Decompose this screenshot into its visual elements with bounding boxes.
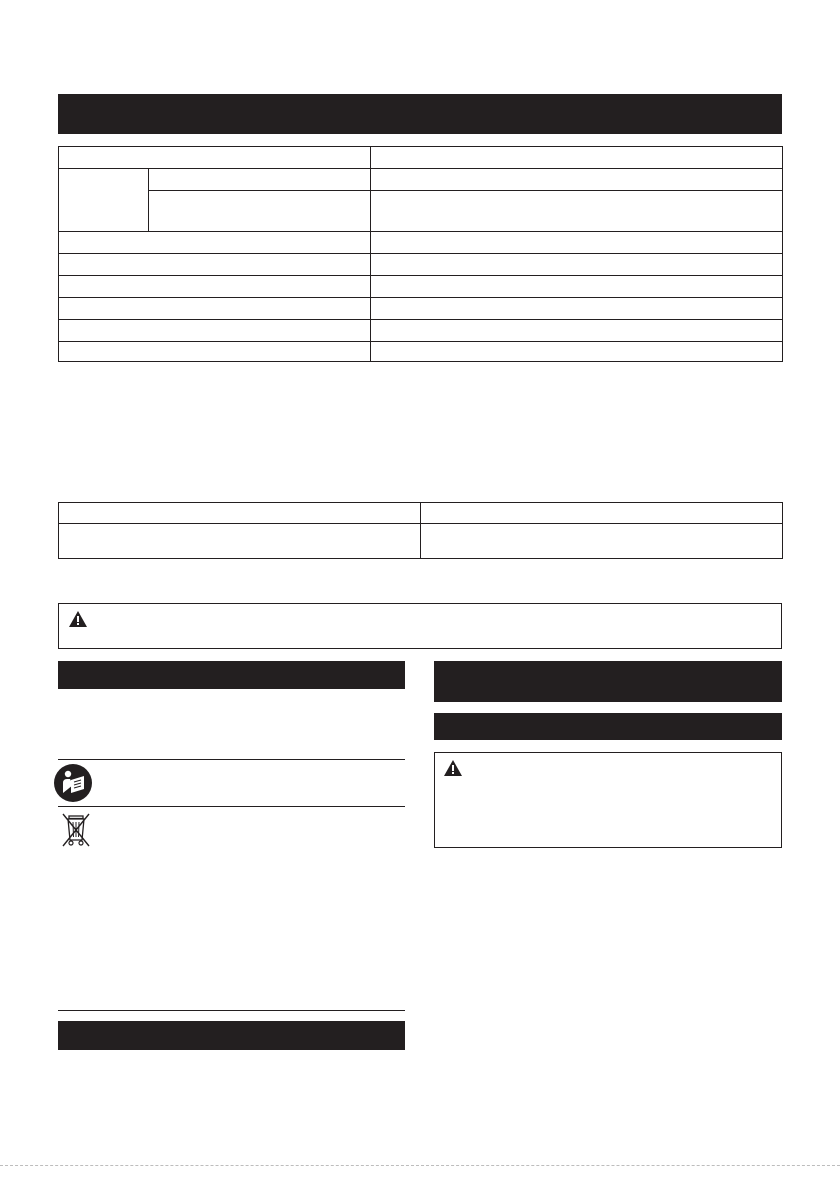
spec-cell	[371, 147, 783, 169]
battery-header-row	[59, 503, 783, 524]
spec-row	[59, 276, 783, 298]
spec-cell	[59, 276, 371, 298]
warning-triangle-icon	[69, 611, 87, 627]
spec-header-bar	[58, 94, 782, 134]
spec-table	[58, 146, 783, 362]
spec-cell	[371, 298, 783, 320]
battery-cell	[421, 524, 783, 559]
read-manual-icon	[53, 763, 93, 803]
spec-cell	[59, 232, 371, 254]
spec-cell	[59, 169, 149, 232]
spec-row	[59, 254, 783, 276]
spec-cell	[371, 276, 783, 298]
spec-row	[59, 232, 783, 254]
spec-cell	[371, 169, 783, 191]
battery-row	[59, 524, 783, 559]
warning-box	[58, 603, 782, 649]
right-section-bar-2	[434, 713, 782, 740]
spec-row	[59, 147, 783, 169]
spec-cell	[371, 232, 783, 254]
spec-cell	[149, 169, 371, 191]
section-divider	[58, 1010, 405, 1011]
spec-row	[59, 169, 783, 191]
left-section-bar-1	[58, 661, 405, 689]
spec-cell	[371, 320, 783, 342]
spec-row	[59, 191, 783, 232]
spec-cell	[371, 191, 783, 232]
left-section-bar-2	[58, 1021, 405, 1050]
symbol-divider	[58, 759, 405, 760]
battery-header-cell	[421, 503, 783, 524]
spec-row	[59, 342, 783, 362]
spec-cell	[59, 147, 371, 169]
spec-cell	[371, 254, 783, 276]
battery-cell	[59, 524, 421, 559]
right-warning-box	[434, 752, 782, 848]
battery-table	[58, 502, 783, 559]
crossed-bin-icon	[58, 810, 94, 850]
spec-row	[59, 320, 783, 342]
spec-cell	[371, 342, 783, 362]
warning-triangle-icon	[444, 760, 462, 776]
spec-cell	[59, 254, 371, 276]
battery-header-cell	[59, 503, 421, 524]
symbol-divider	[58, 806, 405, 807]
spec-cell	[59, 342, 371, 362]
right-section-bar-1	[434, 661, 782, 702]
spec-row	[59, 298, 783, 320]
spec-cell	[149, 191, 371, 232]
page-bottom-rule	[0, 1165, 840, 1166]
spec-cell	[59, 320, 371, 342]
spec-cell	[59, 298, 371, 320]
